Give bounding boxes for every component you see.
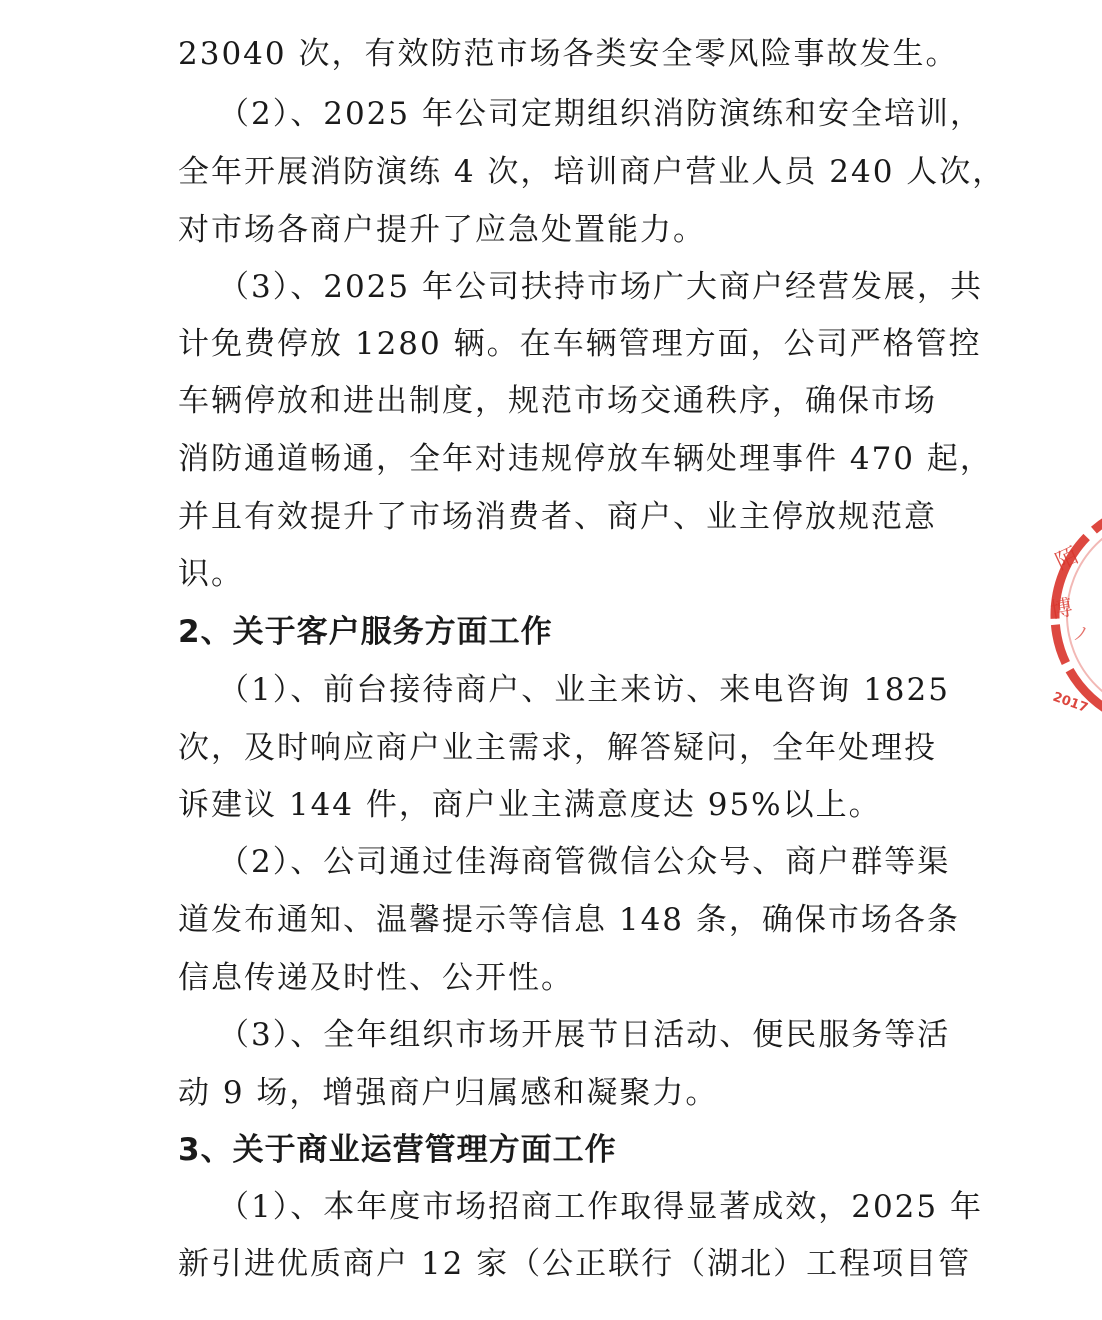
paragraph-line: 计免费停放 1280 辆。在车辆管理方面，公司严格管控 [178, 326, 982, 362]
paragraph-line: （1）、本年度市场招商工作取得显著成效，2025 年 [218, 1189, 983, 1225]
paragraph-line: 车辆停放和进出制度，规范市场交通秩序，确保市场 [178, 383, 937, 419]
paragraph-line: （3）、2025 年公司扶持市场广大商户经营发展，共 [218, 269, 983, 305]
paragraph-line: 并且有效提升了市场消费者、商户、业主停放规范意 [178, 499, 937, 535]
paragraph-line: 识。 [178, 556, 244, 592]
paragraph-line: 道发布通知、温馨提示等信息 148 条，确保市场各条 [178, 902, 960, 938]
paragraph-line: 次，及时响应商户业主需求，解答疑问，全年处理投 [178, 730, 937, 766]
section-heading: 2、关于客户服务方面工作 [178, 614, 553, 650]
company-seal [1042, 500, 1102, 730]
svg-text:ノ: ノ [1072, 624, 1090, 645]
paragraph-line: 消防通道畅通，全年对违规停放车辆处理事件 470 起， [178, 441, 993, 477]
paragraph-line: （2）、2025 年公司定期组织消防演练和安全培训， [218, 96, 983, 132]
paragraph-line: （1）、前台接待商户、业主来访、来电咨询 1825 [218, 672, 950, 708]
paragraph-line: （3）、全年组织市场开展节日活动、便民服务等活 [218, 1017, 951, 1053]
svg-text:2017: 2017 [1050, 689, 1090, 717]
paragraph-line: 新引进优质商户 12 家（公正联行（湖北）工程项目管 [178, 1246, 972, 1282]
paragraph-line: 动 9 场，增强商户归属感和凝聚力。 [178, 1075, 719, 1111]
paragraph-line: 诉建议 144 件，商户业主满意度达 95%以上。 [178, 787, 882, 823]
svg-text:陌: 陌 [1051, 543, 1083, 576]
svg-text:博: 博 [1048, 595, 1075, 624]
seal-stamp-icon [1042, 500, 1102, 730]
paragraph-line: 对市场各商户提升了应急处置能力。 [178, 212, 706, 248]
paragraph-line: （2）、公司通过佳海商管微信公众号、商户群等渠 [218, 844, 951, 880]
paragraph-line: 全年开展消防演练 4 次，培训商户营业人员 240 人次， [178, 154, 1006, 190]
paragraph-line: 23040 次，有效防范市场各类安全零风险事故发生。 [178, 36, 959, 72]
section-heading: 3、关于商业运营管理方面工作 [178, 1132, 617, 1168]
paragraph-line: 信息传递及时性、公开性。 [178, 960, 574, 996]
